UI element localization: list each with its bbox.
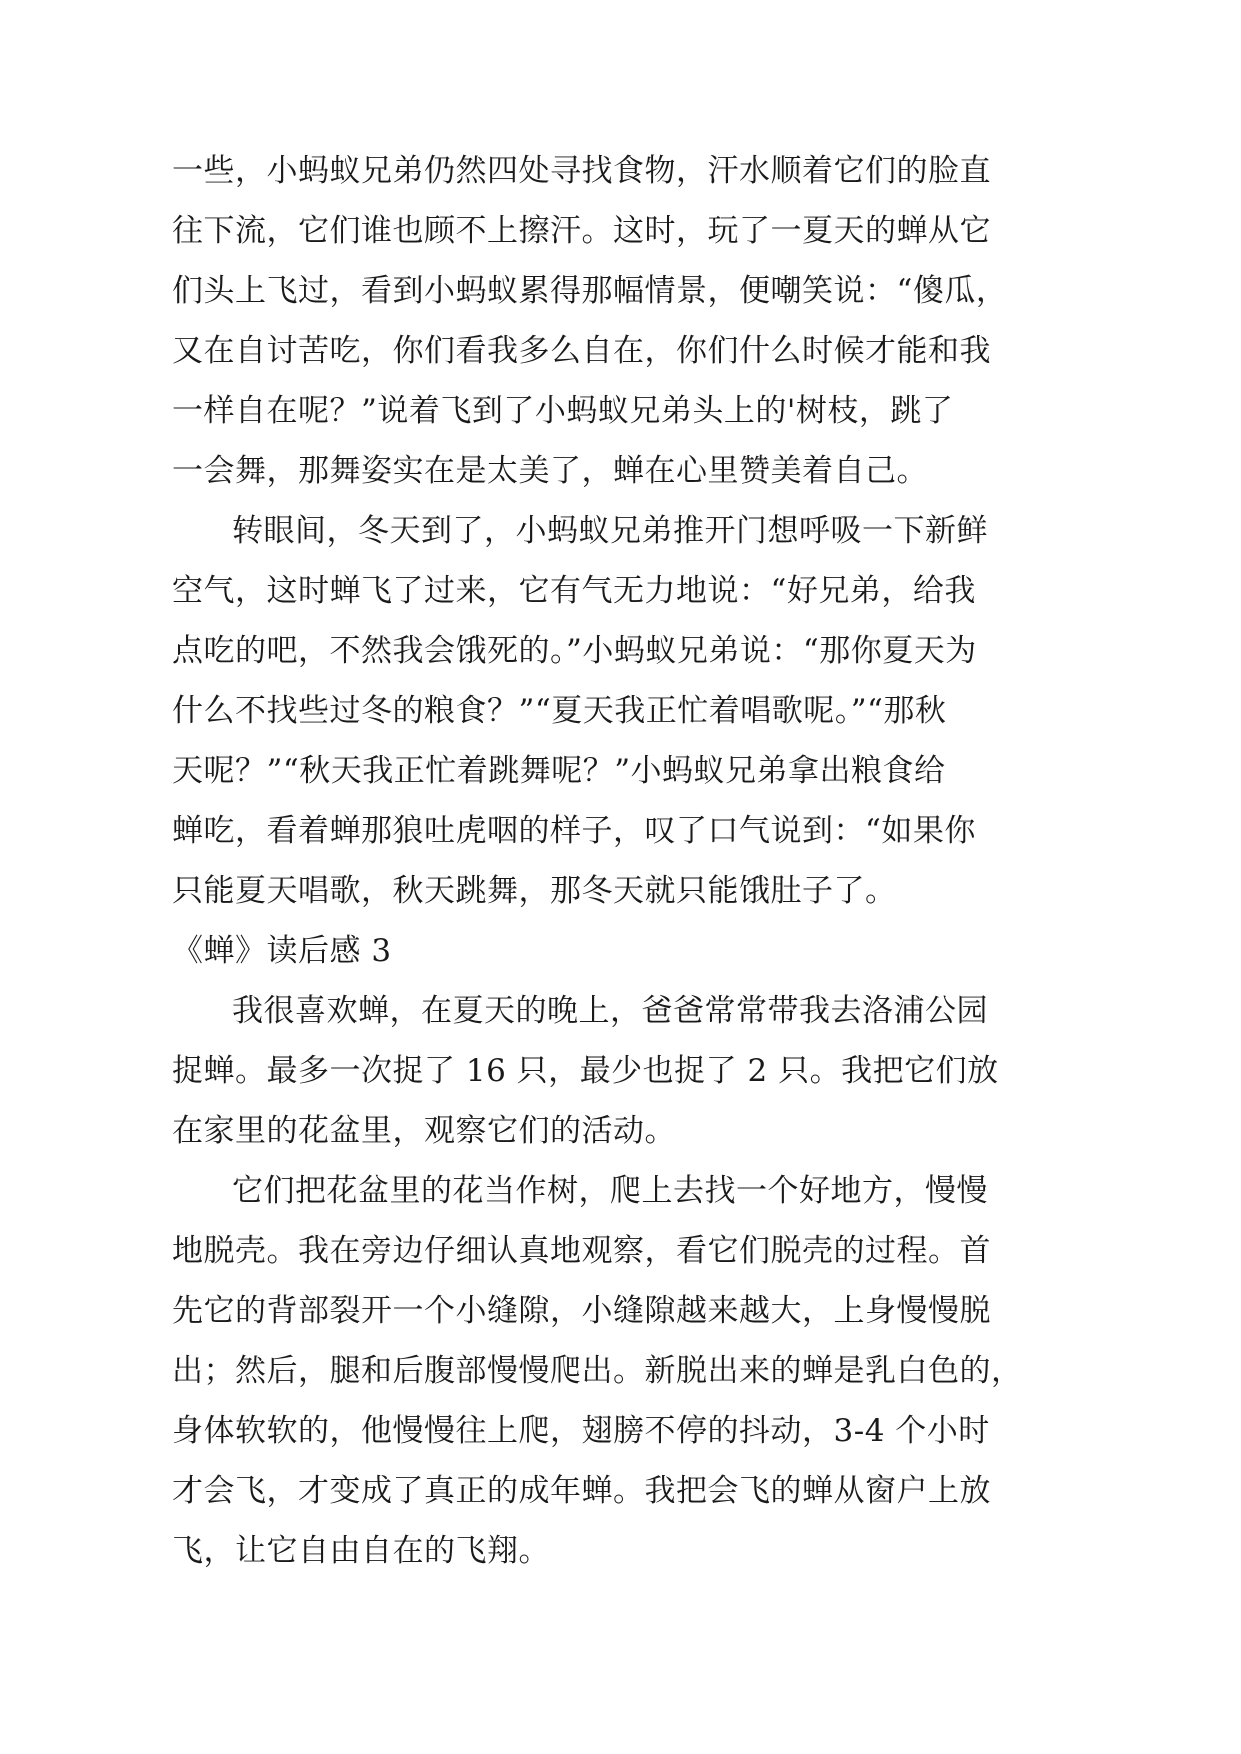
text-line: 飞，让它自由自在的飞翔。 <box>172 1533 550 1569</box>
text-line: 地脱壳。我在旁边仔细认真地观察，看它们脱壳的过程。首 <box>172 1233 991 1269</box>
text-line: 身体软软的，他慢慢往上爬，翅膀不停的抖动，3-4 个小时 <box>172 1413 990 1449</box>
text-line: 点吃的吧，不然我会饿死的。”小蚂蚁兄弟说：“那你夏天为 <box>172 633 977 669</box>
text-line: 才会飞，才变成了真正的成年蝉。我把会飞的蝉从窗户上放 <box>172 1473 991 1509</box>
text-line: 天呢？”“秋天我正忙着跳舞呢？”小蚂蚁兄弟拿出粮食给 <box>172 753 946 789</box>
text-line: 一会舞，那舞姿实在是太美了，蝉在心里赞美着自己。 <box>172 453 928 489</box>
text-line: 又在自讨苦吃，你们看我多么自在，你们什么时候才能和我 <box>172 333 991 369</box>
text-line: 只能夏天唱歌，秋天跳舞，那冬天就只能饿肚子了。 <box>172 873 897 909</box>
text-line: 什么不找些过冬的粮食？”“夏天我正忙着唱歌呢。”“那秋 <box>172 693 947 729</box>
text-line: 先它的背部裂开一个小缝隙，小缝隙越来越大，上身慢慢脱 <box>172 1293 991 1329</box>
text-line: 出；然后，腿和后腹部慢慢爬出。新脱出来的蝉是乳白色的， <box>172 1353 1023 1389</box>
text-line: 在家里的花盆里，观察它们的活动。 <box>172 1113 676 1149</box>
paragraph-first-line: 它们把花盆里的花当作树，爬上去找一个好地方，慢慢 <box>232 1173 988 1209</box>
text-line: 捉蝉。最多一次捉了 16 只，最少也捉了 2 只。我把它们放 <box>172 1053 999 1089</box>
text-line: 一样自在呢？”说着飞到了小蚂蚁兄弟头上的'树枝，跳了 <box>172 393 954 429</box>
text-line: 们头上飞过，看到小蚂蚁累得那幅情景，便嘲笑说：“傻瓜， <box>172 273 1008 309</box>
paragraph-first-line: 转眼间，冬天到了，小蚂蚁兄弟推开门想呼吸一下新鲜 <box>232 513 988 549</box>
text-line: 蝉吃，看着蝉那狼吐虎咽的样子，叹了口气说到：“如果你 <box>172 813 976 849</box>
paragraph-first-line: 我很喜欢蝉，在夏天的晚上，爸爸常常带我去洛浦公园 <box>232 993 988 1029</box>
text-line: 一些，小蚂蚁兄弟仍然四处寻找食物，汗水顺着它们的脸直 <box>172 153 991 189</box>
text-line: 空气，这时蝉飞了过来，它有气无力地说：“好兄弟，给我 <box>172 573 976 609</box>
section-heading: 《蝉》读后感 3 <box>172 933 392 969</box>
text-line: 往下流，它们谁也顾不上擦汗。这时，玩了一夏天的蝉从它 <box>172 213 991 249</box>
